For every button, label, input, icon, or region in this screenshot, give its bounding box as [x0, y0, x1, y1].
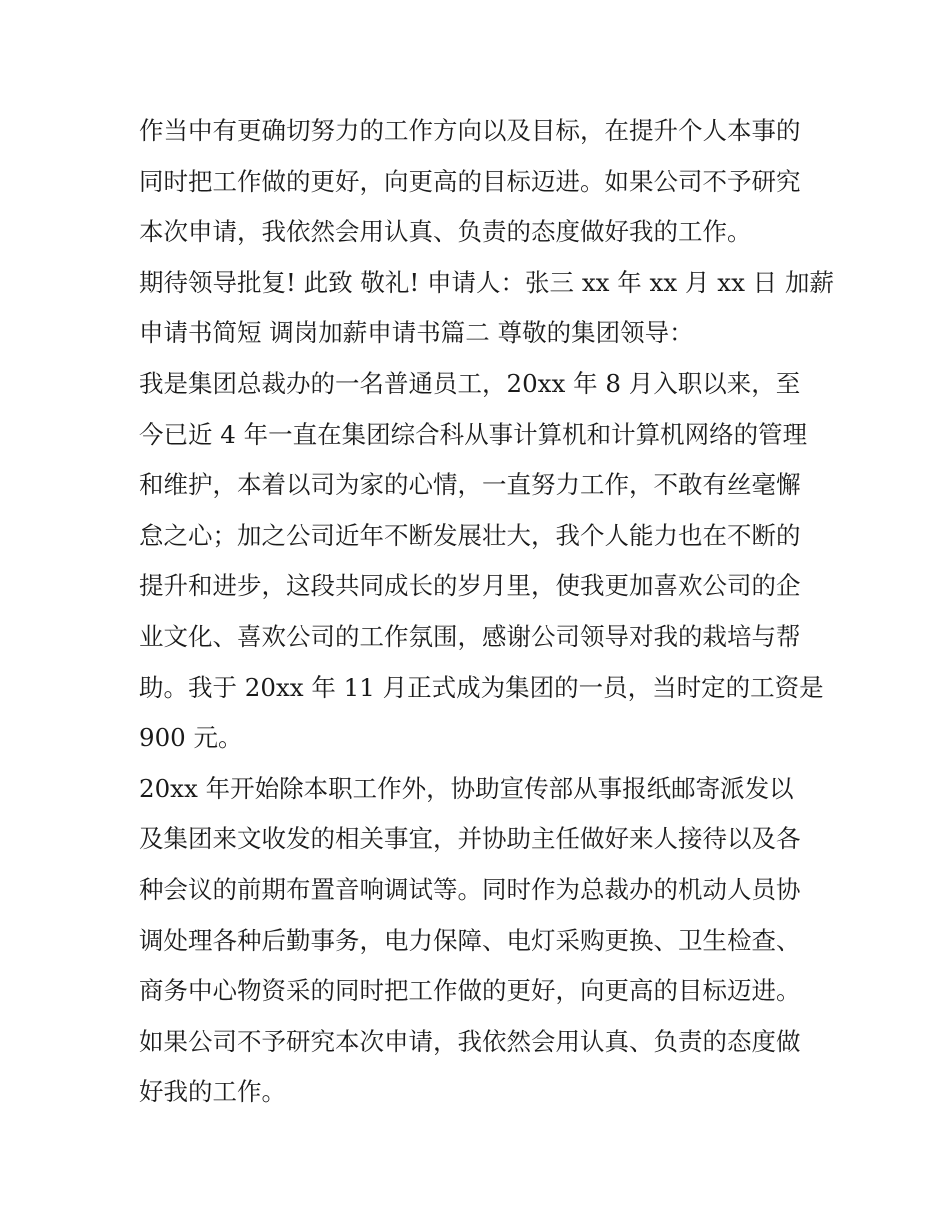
text-line: 本次申请，我依然会用认真、负责的态度做好我的工作。 [139, 217, 752, 247]
text-line: 种会议的前期布置音响调试等。同时作为总裁办的机动人员协 [139, 874, 801, 904]
text-line: 20xx 年开始除本职工作外，协助宣传部从事报纸邮寄派发以 [139, 773, 794, 803]
text-line: 助。我于 20xx 年 11 月正式成为集团的一员，当时定的工资是 [139, 672, 824, 702]
text-line: 同时把工作做的更好，向更高的目标迈进。如果公司不予研究 [139, 166, 801, 196]
text-line: 调处理各种后勤事务，电力保障、电灯采购更换、卫生检查、 [139, 925, 801, 955]
text-line: 好我的工作。 [139, 1077, 286, 1107]
text-line: 申请书简短 调岗加薪申请书篇二 尊敬的集团领导： [139, 318, 694, 348]
text-line: 我是集团总裁办的一名普通员工，20xx 年 8 月入职以来，至 [139, 368, 801, 398]
text-line: 如果公司不予研究本次申请，我依然会用认真、负责的态度做 [139, 1026, 801, 1056]
text-line: 作当中有更确切努力的工作方向以及目标，在提升个人本事的 [139, 116, 801, 145]
text-line: 及集团来文收发的相关事宜，并协助主任做好来人接待以及各 [139, 824, 801, 854]
text-line: 今已近 4 年一直在集团综合科从事计算机和计算机网络的管理 [139, 419, 808, 449]
text-line: 业文化、喜欢公司的工作氛围，感谢公司领导对我的栽培与帮 [139, 621, 801, 651]
text-line: 提升和进步，这段共同成长的岁月里，使我更加喜欢公司的企 [139, 571, 801, 601]
text-line: 900 元。 [139, 723, 243, 753]
document-body [139, 106, 834, 1118]
text-line: 和维护，本着以司为家的心情，一直努力工作，不敢有丝毫懈 [139, 470, 801, 500]
text-line: 怠之心；加之公司近年不断发展壮大，我个人能力也在不断的 [139, 520, 801, 550]
text-line: 期待领导批复! 此致 敬礼! 申请人：张三 xx 年 xx 月 xx 日 加薪 [139, 267, 834, 297]
text-line: 商务中心物资采的同时把工作做的更好，向更高的目标迈进。 [139, 976, 801, 1006]
